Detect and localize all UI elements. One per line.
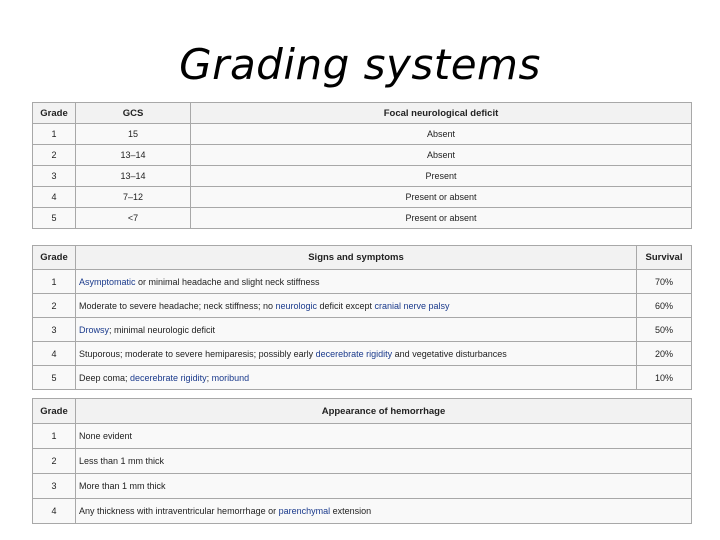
cell-text: Less than 1 mm thick: [79, 456, 165, 466]
grade-cell: 4: [33, 187, 76, 208]
cell-link[interactable]: moribund: [211, 372, 250, 383]
grade-cell: 2: [33, 294, 76, 318]
cell-text: Moderate to severe headache; neck stiffness; no: [79, 300, 276, 311]
cell-text: Stuporous; moderate to severe hemiparesis; possibly early: [79, 348, 316, 359]
grade-cell: 5: [33, 366, 76, 390]
cell-link[interactable]: parenchymal: [278, 506, 331, 516]
symptoms-cell: [76, 366, 637, 390]
table-row: [33, 166, 692, 187]
focal-deficit-cell: Present: [191, 166, 692, 187]
survival-cell: 10%: [637, 366, 692, 390]
column-header-survival: Survival: [637, 246, 692, 270]
cell-link[interactable]: neurologic: [275, 300, 317, 311]
table-row: [33, 449, 692, 474]
hemorrhage-cell: [76, 449, 692, 474]
table-row: [33, 270, 692, 294]
gcs-cell: <7: [76, 208, 191, 229]
focal-deficit-cell: Absent: [191, 145, 692, 166]
table-row: [33, 208, 692, 229]
gcs-grading-table: [32, 102, 692, 229]
focal-deficit-cell: Absent: [191, 124, 692, 145]
cell-link[interactable]: decerebrate rigidity: [315, 348, 393, 359]
column-header-grade: Grade: [33, 246, 76, 270]
table-row: [33, 499, 692, 524]
column-header-hemorrhage: Appearance of hemorrhage: [76, 399, 692, 424]
table-row: [33, 187, 692, 208]
grade-cell: 4: [33, 499, 76, 524]
grade-cell: 2: [33, 145, 76, 166]
table-row: [33, 474, 692, 499]
symptoms-cell: [76, 294, 637, 318]
hemorrhage-cell: [76, 499, 692, 524]
focal-deficit-cell: Present or absent: [191, 208, 692, 229]
grade-cell: 2: [33, 449, 76, 474]
gcs-cell: 13–14: [76, 166, 191, 187]
survival-cell: 70%: [637, 270, 692, 294]
gcs-cell: 15: [76, 124, 191, 145]
column-header-gcs: GCS: [76, 103, 191, 124]
cell-text: Deep coma;: [79, 372, 131, 383]
table-header-row: [33, 103, 692, 124]
cell-link[interactable]: Asymptomatic: [79, 276, 136, 287]
table-row: [33, 294, 692, 318]
cell-text: deficit except: [316, 300, 375, 311]
table-header-row: [33, 246, 692, 270]
column-header-grade: Grade: [33, 103, 76, 124]
grade-cell: 4: [33, 342, 76, 366]
grade-cell: 3: [33, 474, 76, 499]
hemorrhage-cell: [76, 474, 692, 499]
grade-cell: 1: [33, 424, 76, 449]
focal-deficit-cell: Present or absent: [191, 187, 692, 208]
cell-text: ;: [206, 372, 212, 383]
cell-text: Any thickness with intraventricular hemorrhage or: [79, 506, 279, 516]
cell-text: and vegetative disturbances: [392, 348, 507, 359]
grade-cell: 1: [33, 124, 76, 145]
grade-cell: 5: [33, 208, 76, 229]
table-row: [33, 342, 692, 366]
symptoms-cell: [76, 270, 637, 294]
column-header-grade: Grade: [33, 399, 76, 424]
survival-cell: 60%: [637, 294, 692, 318]
grade-cell: 3: [33, 166, 76, 187]
cell-link[interactable]: cranial nerve palsy: [374, 300, 450, 311]
cell-text: ; minimal neurologic deficit: [109, 324, 216, 335]
cell-text: None evident: [79, 431, 133, 441]
column-header-focal-deficit: Focal neurological deficit: [191, 103, 692, 124]
cell-text: extension: [330, 506, 372, 516]
slide-title: Grading systems: [179, 40, 541, 89]
table-row: [33, 424, 692, 449]
survival-cell: 20%: [637, 342, 692, 366]
gcs-cell: 13–14: [76, 145, 191, 166]
column-header-signs-symptoms: Signs and symptoms: [76, 246, 637, 270]
gcs-cell: 7–12: [76, 187, 191, 208]
hemorrhage-cell: [76, 424, 692, 449]
table-row: [33, 124, 692, 145]
grade-cell: 3: [33, 318, 76, 342]
table-row: [33, 145, 692, 166]
symptoms-cell: [76, 342, 637, 366]
table-row: [33, 366, 692, 390]
table-row: [33, 318, 692, 342]
cell-text: More than 1 mm thick: [79, 481, 166, 491]
symptoms-cell: [76, 318, 637, 342]
grade-cell: 1: [33, 270, 76, 294]
hunt-hess-table: [32, 245, 692, 390]
cell-link[interactable]: decerebrate rigidity: [130, 372, 207, 383]
cell-link[interactable]: Drowsy: [79, 324, 110, 335]
cell-text: or minimal headache and slight neck stiffness: [135, 276, 320, 287]
fisher-grade-table: [32, 398, 692, 524]
table-header-row: [33, 399, 692, 424]
survival-cell: 50%: [637, 318, 692, 342]
